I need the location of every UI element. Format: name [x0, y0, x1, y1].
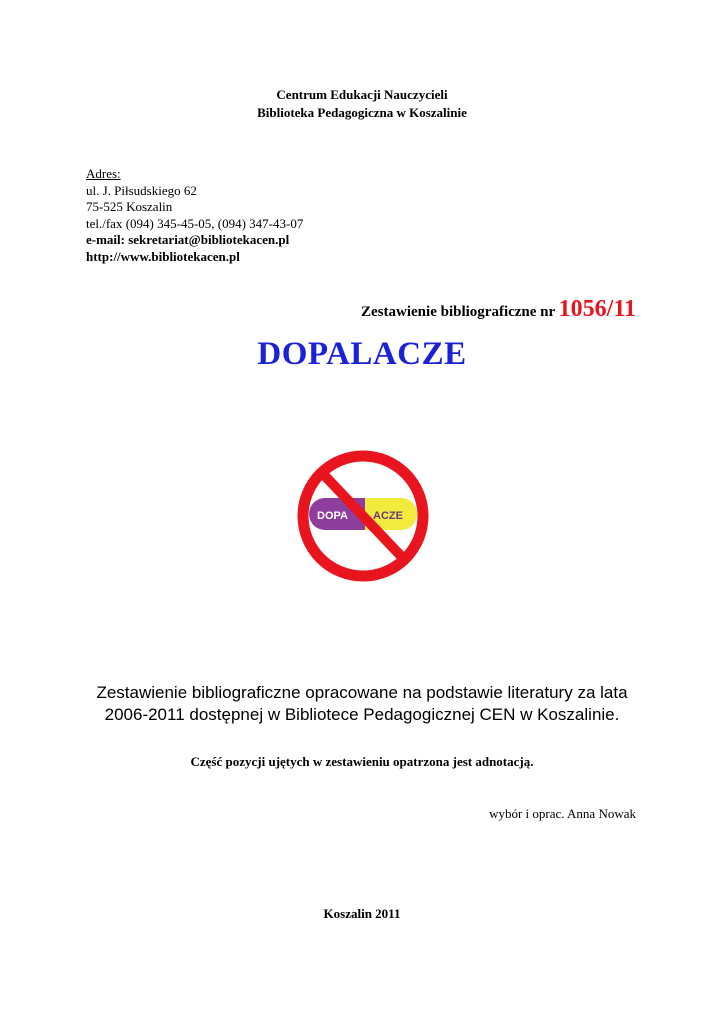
- series-number: 1056/11: [558, 296, 636, 322]
- address-city: 75-525 Koszalin: [86, 199, 173, 214]
- library-name: Biblioteka Pedagogiczna w Koszalinie: [257, 105, 467, 120]
- document-title: DOPALACZE: [257, 336, 467, 372]
- address-label: Adres:: [86, 166, 121, 181]
- description-line-1: Zestawienie bibliograficzne opracowane na podstawie literatury za lata: [96, 683, 628, 702]
- logo-text-right: ACZE: [373, 510, 403, 522]
- no-drugs-prohibition-icon: [293, 446, 433, 586]
- address-phone: tel./fax (094) 345-45-05, (094) 347-43-07: [86, 215, 304, 231]
- address-block: [86, 166, 303, 265]
- series-label: Zestawienie bibliograficzne nr: [361, 304, 559, 320]
- address-street: ul. J. Piłsudskiego 62: [86, 182, 197, 198]
- address-email[interactable]: e-mail: sekretariat@bibliotekacen.pl: [86, 232, 290, 247]
- description: [0, 682, 724, 726]
- annotation-note: Część pozycji ujętych w zestawieniu opatrzona jest adnotacją.: [190, 754, 534, 769]
- logo-text-left: DOPA: [317, 510, 348, 522]
- author-credit: wybór i oprac. Anna Nowak: [489, 806, 636, 821]
- address-website[interactable]: http://www.bibliotekacen.pl: [86, 248, 240, 264]
- institution-name: Centrum Edukacji Nauczycieli: [276, 87, 448, 102]
- place-year: Koszalin 2011: [323, 906, 401, 921]
- description-line-2: 2006-2011 dostępnej w Bibliotece Pedagogicznej CEN w Koszalinie.: [104, 705, 620, 724]
- series-line: [361, 296, 636, 323]
